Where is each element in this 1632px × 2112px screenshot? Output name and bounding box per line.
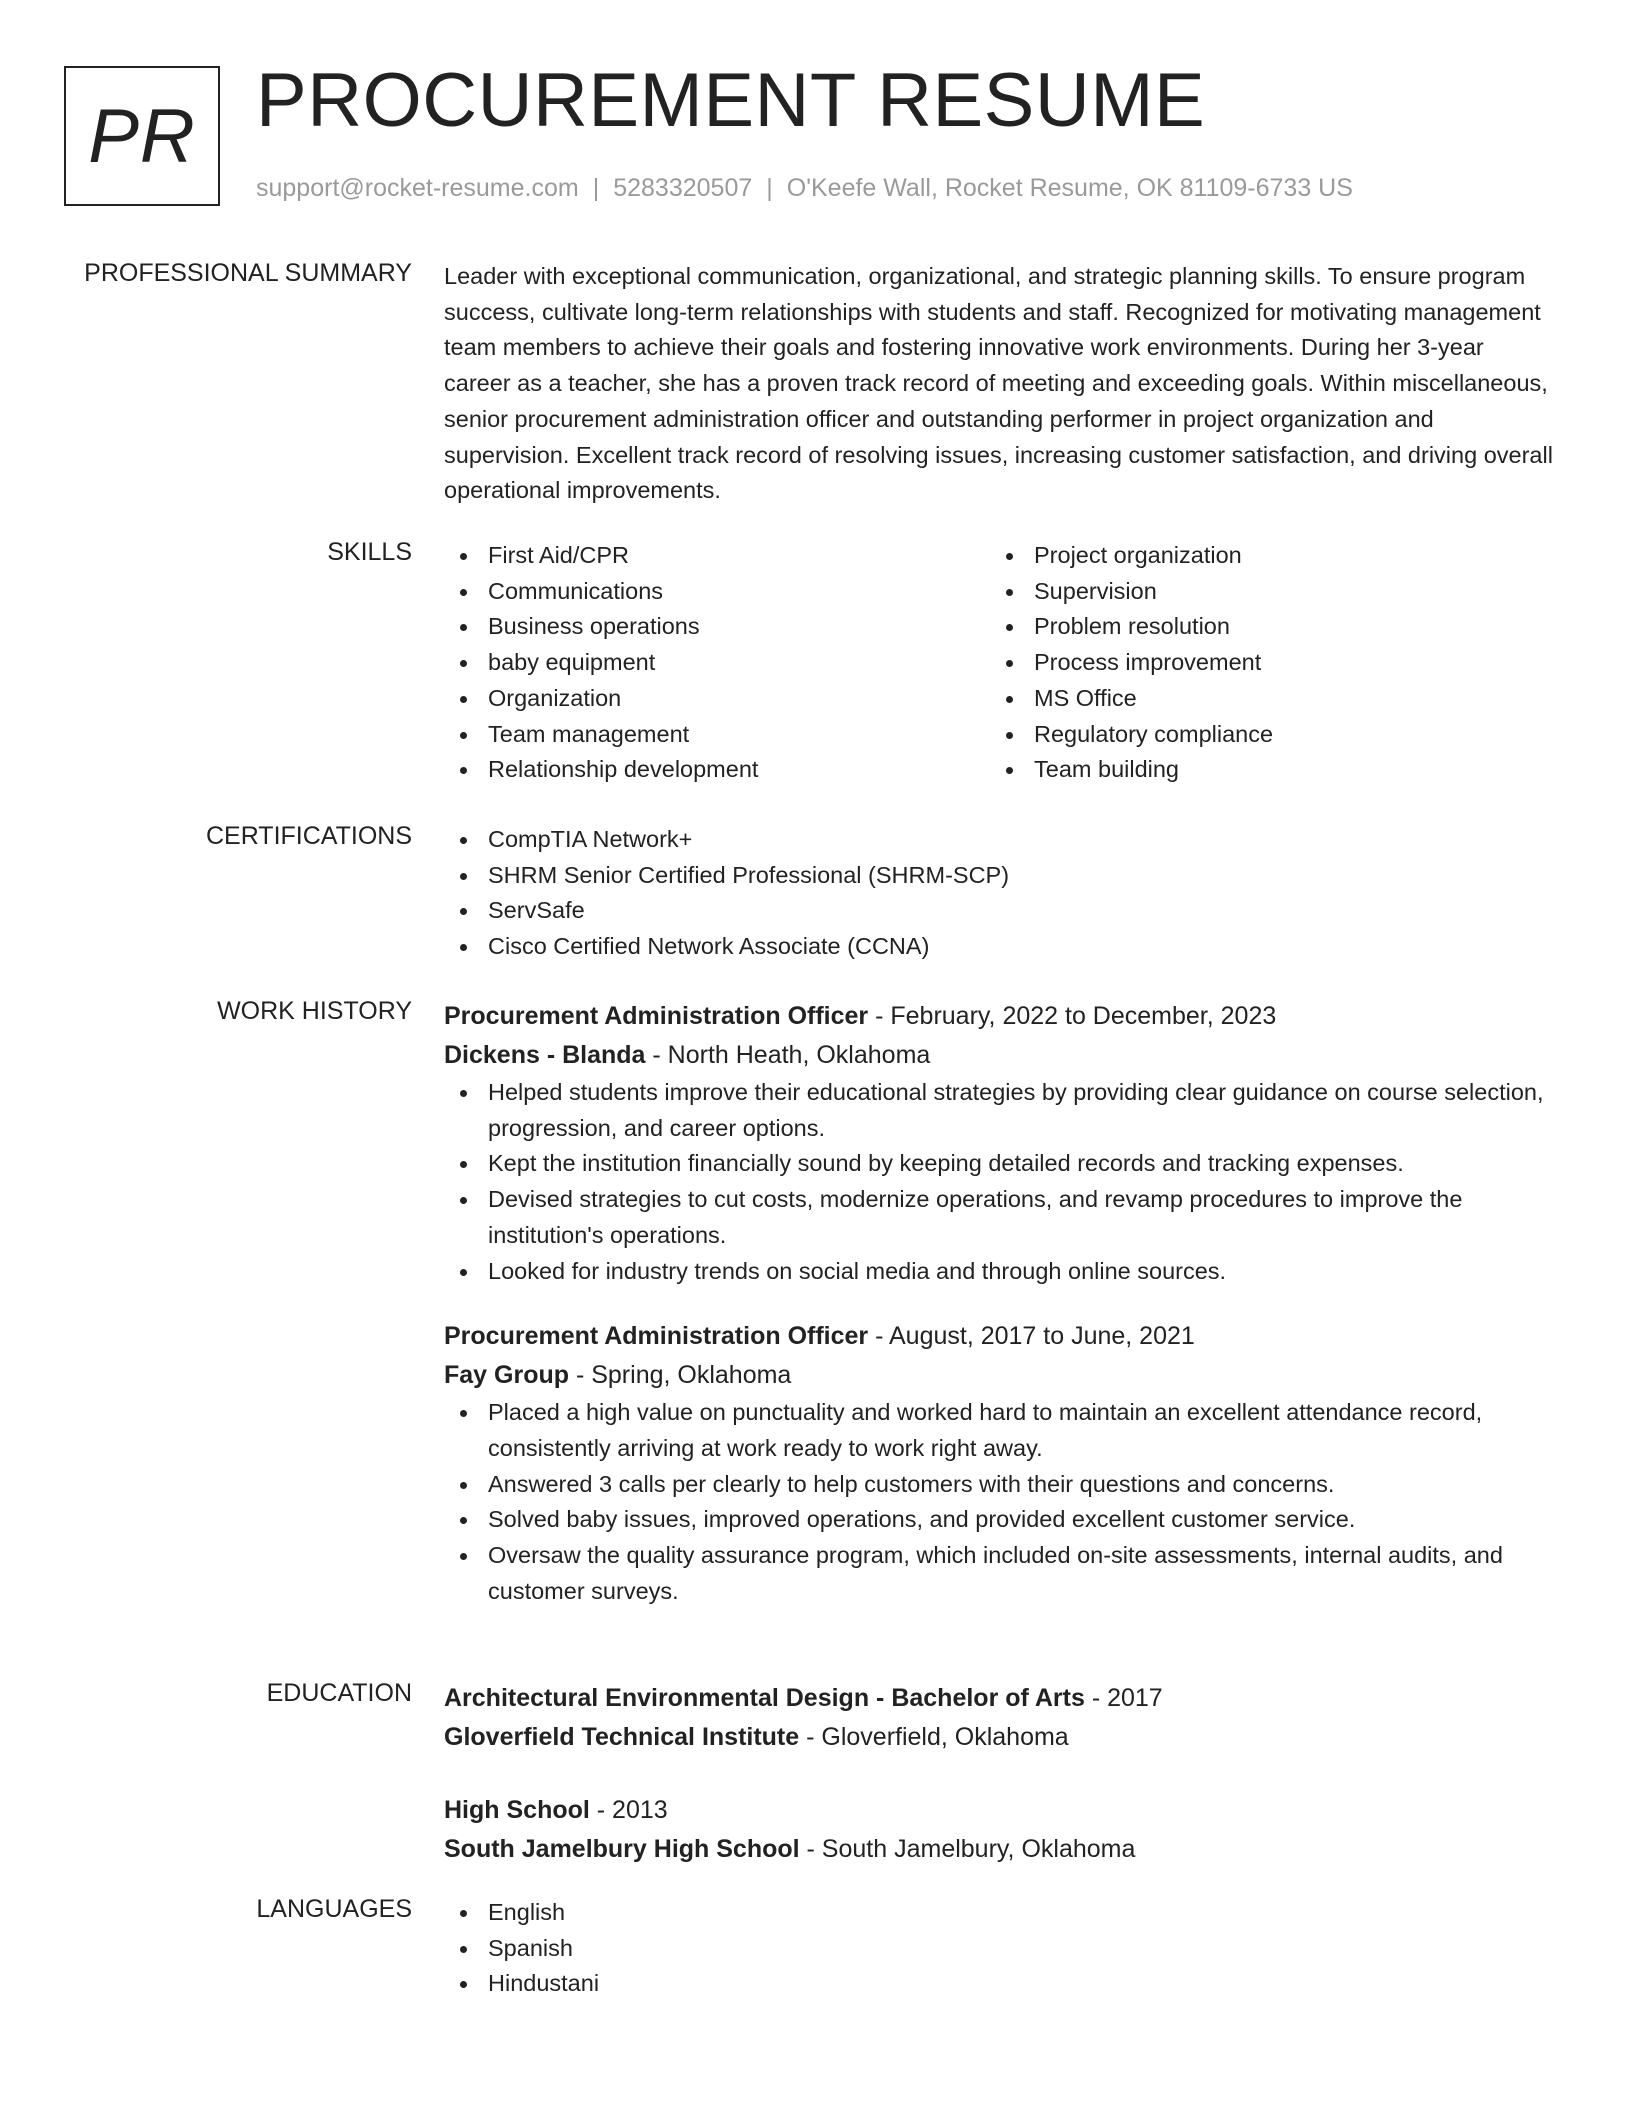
education-school: South Jamelbury High School: [444, 1835, 800, 1863]
job-company-line: [444, 1036, 1554, 1075]
contact-line: [256, 174, 1353, 203]
certifications-body: [444, 822, 1554, 965]
education-degree: High School: [444, 1796, 590, 1824]
job-bullets: [444, 1395, 1554, 1609]
job-entry: [444, 997, 1554, 1289]
education-school-line: [444, 1718, 1554, 1757]
work-history-body: [444, 997, 1554, 1609]
job-bullet: Helped students improve their educational strategies by providing clear guidance on course selection, progression, and career options.: [444, 1075, 1554, 1146]
skill-item: Team building: [990, 752, 1536, 788]
section-label-work-history: WORK HISTORY: [217, 997, 412, 1025]
job-bullet: Kept the institution financially sound by keeping detailed records and tracking expenses.: [444, 1146, 1554, 1182]
skills-grid: [444, 538, 1554, 788]
skill-item: Process improvement: [990, 645, 1536, 681]
education-year: - 2017: [1084, 1684, 1163, 1712]
summary-body: [444, 259, 1554, 509]
page-title: PROCUREMENT RESUME: [256, 58, 1206, 143]
certification-item: CompTIA Network+: [444, 822, 1554, 858]
education-body: [444, 1679, 1554, 1869]
education-location: - South Jamelbury, Oklahoma: [799, 1835, 1136, 1863]
skills-list-right: [990, 538, 1536, 788]
education-year: - 2013: [589, 1796, 668, 1824]
contact-separator: |: [592, 174, 600, 202]
skill-item: First Aid/CPR: [444, 538, 990, 574]
monogram-logo: PR: [64, 66, 220, 206]
summary-text: Leader with exceptional communication, organizational, and strategic planning skills. To ensure program success, cultivate long-term relationships with students and staff. Recognized for motivating management team members to achieve their goals and fostering innovative work environments. During her 3-year career as a teacher, she has a proven track record of meeting and exceeding goals. Within miscellaneous, senior procurement administration officer and outstanding performer in project organization and supervision. Excellent track record of resolving issues, increasing customer satisfaction, and driving overall operational improvements.: [444, 263, 1553, 504]
certification-item: ServSafe: [444, 893, 1554, 929]
skill-item: Supervision: [990, 574, 1536, 610]
job-bullet: Oversaw the quality assurance program, which included on-site assessments, internal audits, and customer surveys.: [444, 1538, 1554, 1609]
skill-item: baby equipment: [444, 645, 990, 681]
job-bullet: Looked for industry trends on social media and through online sources.: [444, 1254, 1554, 1290]
job-bullet: Placed a high value on punctuality and worked hard to maintain an excellent attendance record, consistently arriving at work ready to work right away.: [444, 1395, 1554, 1466]
certification-item: SHRM Senior Certified Professional (SHRM-SCP): [444, 858, 1554, 894]
job-title-line: [444, 997, 1554, 1036]
language-item: Hindustani: [444, 1966, 1554, 2002]
skill-item: Business operations: [444, 609, 990, 645]
job-title: Procurement Administration Officer: [444, 1002, 869, 1030]
job-location: - Spring, Oklahoma: [569, 1361, 792, 1390]
skills-list-left: [444, 538, 990, 788]
education-school-line: [444, 1830, 1554, 1869]
contact-address: O'Keefe Wall, Rocket Resume, OK 81109-6733 US: [786, 174, 1353, 202]
education-degree-line: [444, 1679, 1554, 1718]
skill-item: MS Office: [990, 681, 1536, 717]
job-bullet: Answered 3 calls per clearly to help customers with their questions and concerns.: [444, 1467, 1554, 1503]
job-bullets: [444, 1075, 1554, 1289]
education-degree-line: [444, 1791, 1554, 1830]
section-label-certifications: CERTIFICATIONS: [205, 822, 412, 850]
language-item: Spanish: [444, 1931, 1554, 1967]
contact-separator: |: [766, 174, 773, 202]
certification-item: Cisco Certified Network Associate (CCNA): [444, 929, 1554, 965]
education-entry: [444, 1791, 1554, 1869]
skill-item: Problem resolution: [990, 609, 1536, 645]
education-degree: Architectural Environmental Design - Bachelor of Arts: [444, 1684, 1085, 1712]
skill-item: Organization: [444, 681, 990, 717]
languages-list: [444, 1895, 1554, 2002]
language-item: English: [444, 1895, 1554, 1931]
job-bullet: Solved baby issues, improved operations, and provided excellent customer service.: [444, 1502, 1554, 1538]
job-dates: - August, 2017 to June, 2021: [868, 1322, 1195, 1351]
job-dates: - February, 2022 to December, 2023: [868, 1002, 1277, 1030]
job-location: - North Heath, Oklahoma: [645, 1041, 931, 1069]
education-entry: [444, 1679, 1554, 1757]
job-entry: [444, 1317, 1554, 1609]
section-label-summary: PROFESSIONAL SUMMARY: [84, 259, 412, 287]
job-title-line: [444, 1317, 1554, 1356]
job-title: Procurement Administration Officer: [444, 1322, 869, 1351]
skill-item: Regulatory compliance: [990, 717, 1536, 753]
skill-item: Project organization: [990, 538, 1536, 574]
certifications-list: [444, 822, 1554, 965]
skill-item: Relationship development: [444, 752, 990, 788]
job-company-line: [444, 1356, 1554, 1395]
section-label-education: EDUCATION: [266, 1679, 412, 1707]
section-label-languages: LANGUAGES: [256, 1895, 412, 1923]
contact-phone[interactable]: 5283320507: [613, 174, 753, 202]
job-company: Dickens - Blanda: [444, 1041, 646, 1069]
section-label-skills: SKILLS: [327, 538, 412, 566]
job-company: Fay Group: [444, 1361, 570, 1390]
education-location: - Gloverfield, Oklahoma: [799, 1723, 1069, 1751]
education-school: Gloverfield Technical Institute: [444, 1723, 800, 1751]
skill-item: Team management: [444, 717, 990, 753]
contact-email[interactable]: support@rocket-resume.com: [256, 174, 579, 202]
job-bullet: Devised strategies to cut costs, modernize operations, and revamp procedures to improve the institution's operations.: [444, 1182, 1554, 1253]
languages-body: [444, 1895, 1554, 2002]
skill-item: Communications: [444, 574, 990, 610]
